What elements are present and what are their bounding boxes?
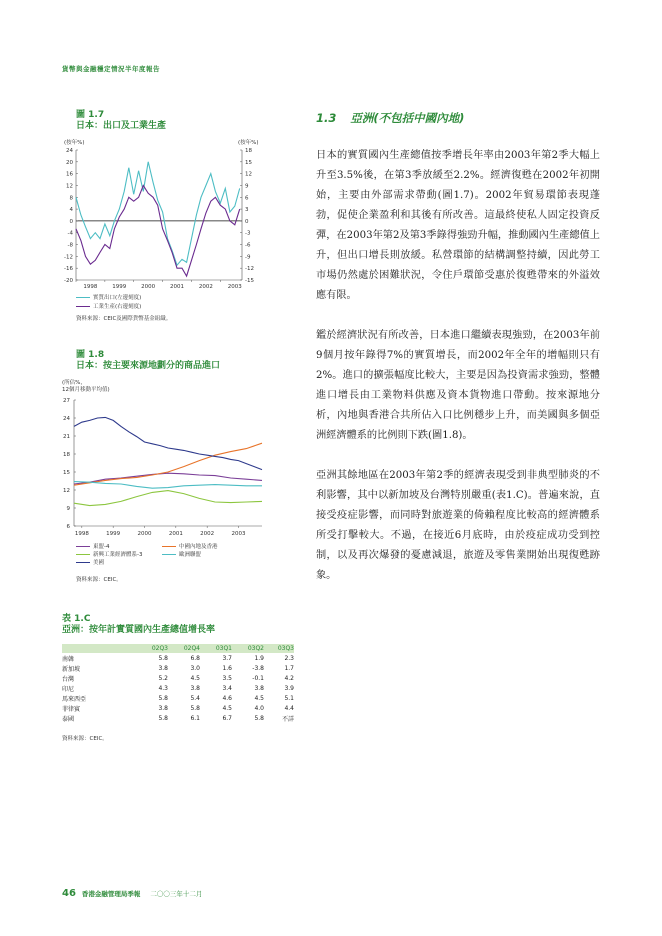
series-line-exports (76, 162, 240, 265)
table-row-label: 新加坡 (62, 665, 81, 673)
y-left-tick-label: 16 (66, 171, 73, 178)
table-cell: 3.5 (222, 674, 232, 682)
table-1c (62, 644, 294, 723)
y-tick-label: 18 (63, 452, 70, 458)
table-row-label: 泰國 (62, 715, 75, 723)
table-cell: 3.8 (254, 684, 264, 692)
legend-item-exports: 實質出口(左邊刻度) (76, 294, 141, 303)
table-cell: 3.7 (222, 654, 232, 662)
y-left-tick-label: 20 (66, 159, 73, 166)
x-tick-label: 1998 (74, 531, 89, 537)
x-tick-label: 1998 (83, 284, 98, 290)
y-tick-label: 6 (66, 524, 70, 530)
series-line-asean4 (74, 473, 262, 484)
table-column-header: 02Q4 (168, 644, 200, 653)
series-line-eu (74, 482, 262, 489)
table-column-header: 03Q1 (200, 644, 232, 653)
table-cell: 4.5 (190, 674, 200, 682)
table-cell: 5.8 (158, 654, 168, 662)
legend-item-production: 工業生產(右邊刻度) (76, 303, 141, 312)
y-right-tick-label: 6 (245, 195, 249, 202)
paragraph-3: 亞洲其餘地區在2003年第2季的經濟表現受到非典型肺炎的不利影響，其中以新加坡及台灣特別嚴重(表1.C)。普遍來說，直接受疫症影響，而同時對旅遊業的倚賴程度比較高的經濟體系所受打擊較大。不過，在接近6月底時，由於疫症成功受到控制，以及再次爆發的憂慮減退，旅遊及零售業開始出現復甦跡象。 (316, 470, 600, 581)
y-left-tick-label: 4 (69, 207, 73, 214)
section-title: 亞洲(不包括中國內地) (350, 111, 465, 125)
x-tick-label: 2002 (198, 284, 213, 290)
table-1c-container (62, 644, 294, 723)
series-line-nie3 (74, 491, 262, 506)
series-line-us (74, 417, 262, 469)
paragraph-2: 鑑於經濟狀況有所改善，日本進口繼續表現強勁，在2003年前9個月按年錄得7%的實質增長，而2002年全年的增幅則只有2%。進口的擴張幅度比較大，主要是因為投資需求強勁，整體進口增長由工業物料供應及資本貨物進口帶動。按來源地分析，內地與香港合共所佔入口比例穩步上升，而美國與多個亞洲經濟體系的比例則下跌(圖1.8)。 (316, 330, 600, 441)
figure-1-7-label: 圖 1.7 (76, 110, 105, 120)
table-1c-title: 亞洲：按年計實質國內生產總值增長率 (62, 625, 216, 635)
series-line-china-hk (74, 443, 262, 485)
table-cell: 不詳 (281, 715, 294, 723)
section-number: 1.3 (316, 111, 337, 125)
figure-1-7-chart (62, 136, 270, 296)
table-cell: 3.9 (284, 684, 294, 692)
figure-1-8-source: 資料來源：CEIC。 (76, 577, 122, 583)
y-right-tick-label: 15 (245, 159, 252, 166)
y-right-tick-label: -6 (245, 242, 251, 249)
x-tick-label: 2003 (227, 284, 242, 290)
table-cell: -3.8 (252, 664, 264, 672)
y-left-tick-label: -4 (67, 230, 73, 237)
y-right-tick-label: 0 (245, 218, 249, 225)
y-tick-label: 9 (66, 506, 70, 512)
y-right-tick-label: 3 (245, 207, 249, 214)
page-number: 46 (62, 888, 76, 899)
x-tick-label: 2001 (168, 531, 183, 537)
y-tick-label: 12 (63, 488, 70, 494)
table-1c-title-block (62, 614, 215, 636)
table-1c-source: 資料來源：CEIC。 (62, 736, 108, 742)
x-tick-label: 1999 (106, 531, 121, 537)
y-left-tick-label: 8 (69, 195, 73, 202)
table-row (62, 663, 294, 673)
y-unit-line1: (所佔%， (62, 380, 86, 386)
x-tick-label: 2000 (137, 531, 152, 537)
table-row-label: 菲律賓 (62, 705, 81, 713)
table-row-label: 馬來西亞 (62, 695, 87, 703)
x-tick-label: 2001 (170, 284, 185, 290)
y-left-tick-label: 24 (66, 148, 73, 154)
table-column-header: 03Q2 (232, 644, 264, 653)
table-cell: 5.8 (254, 714, 264, 722)
table-row-label: 印尼 (62, 685, 75, 693)
page-footer (62, 888, 202, 899)
table-cell: 5.8 (190, 704, 200, 712)
y-right-tick-label: -9 (245, 254, 251, 261)
figure-1-8-title-block (76, 350, 220, 372)
y-left-tick-label: -16 (64, 266, 73, 273)
table-cell: -0.1 (252, 674, 264, 682)
figure-1-7-title: 日本：出口及工業生產 (76, 121, 167, 131)
y-left-unit: (按年%) (64, 140, 85, 146)
table-cell: 5.8 (158, 714, 168, 722)
table-cell: 3.0 (190, 664, 200, 672)
table-cell: 3.8 (158, 664, 168, 672)
y-left-tick-label: 0 (69, 218, 73, 225)
legend-item-eu: 歐洲聯盟 (162, 551, 201, 559)
figure-1-8-title: 日本：按主要來源地劃分的商品進口 (76, 361, 221, 371)
table-cell: 6.7 (222, 714, 232, 722)
running-header: 貨幣與金融穩定情況半年度報告 (62, 65, 160, 73)
table-row (62, 653, 294, 663)
figure-1-8-label: 圖 1.8 (76, 350, 105, 360)
table-1c-label: 表 1.C (62, 614, 91, 624)
publication-date: 二〇〇三年十二月 (150, 890, 203, 898)
legend-item-asean4: 東盟-4 (76, 543, 162, 551)
table-cell: 4.6 (222, 694, 232, 702)
table-cell: 4.5 (222, 704, 232, 712)
table-cell: 4.4 (284, 704, 294, 712)
y-tick-label: 15 (63, 470, 70, 476)
table-row-label: 台灣 (62, 675, 75, 683)
table-cell: 4.5 (254, 694, 264, 702)
y-tick-label: 21 (63, 434, 70, 440)
x-tick-label: 1999 (112, 284, 127, 290)
table-cell: 4.0 (254, 704, 264, 712)
figure-1-8-chart (62, 378, 270, 538)
x-tick-label: 2002 (200, 531, 215, 537)
table-header-blank (62, 644, 128, 653)
y-left-tick-label: 12 (66, 183, 73, 190)
table-cell: 3.8 (190, 684, 200, 692)
table-row-label: 南韓 (62, 655, 75, 663)
y-left-tick-label: -20 (64, 278, 73, 284)
y-tick-label: 24 (63, 416, 70, 422)
x-tick-label: 2000 (141, 284, 156, 290)
table-cell: 6.1 (190, 714, 200, 722)
publication-name: 香港金融管理局季報 (81, 890, 141, 898)
table-row (62, 683, 294, 693)
y-unit-line2: 12個月移動平均值) (62, 387, 110, 393)
table-cell: 1.7 (284, 664, 294, 672)
table-cell: 5.8 (158, 694, 168, 702)
figure-1-7-title-block (76, 110, 166, 132)
table-cell: 1.6 (222, 664, 232, 672)
legend-item-us: 美國 (76, 559, 266, 567)
table-cell: 3.8 (158, 704, 168, 712)
table-column-header: 03Q3 (264, 644, 294, 653)
table-cell: 6.8 (190, 654, 200, 662)
figure-1-8-legend (76, 543, 266, 567)
legend-item-china-hk: 中國內地及香港 (162, 543, 218, 551)
y-left-tick-label: -8 (67, 242, 73, 249)
section-heading (316, 110, 464, 126)
y-right-tick-label: -15 (245, 278, 254, 284)
table-cell: 1.9 (254, 654, 264, 662)
table-row (62, 703, 294, 713)
table-cell: 4.2 (284, 674, 294, 682)
table-row (62, 713, 294, 723)
table-header-row (62, 644, 294, 653)
figure-1-7-legend (76, 294, 141, 312)
table-column-header: 02Q3 (128, 644, 168, 653)
figure-1-7-source: 資料來源：CEIC及國際貨幣基金組織。 (76, 316, 172, 322)
y-tick-label: 27 (63, 398, 70, 404)
y-right-tick-label: 9 (245, 183, 249, 190)
legend-item-nie3: 新興工業經濟體系-3 (76, 551, 162, 559)
y-right-tick-label: 12 (245, 171, 252, 178)
legend-swatch-exports (76, 297, 90, 298)
y-left-tick-label: -12 (64, 254, 73, 261)
x-tick-label: 2003 (231, 531, 246, 537)
table-row (62, 693, 294, 703)
y-right-unit: (按年%) (238, 140, 259, 146)
y-right-tick-label: 18 (245, 148, 252, 154)
paragraph-1: 日本的實質國內生產總值按季增長年率由2003年第2季大幅上升至3.5%後，在第3季放緩至2.2%。經濟復甦在2002年初開始，主要由外部需求帶動(圖1.7)。2002年貿易環節表現蓬勃，促使企業盈利和其後有所改善。這最終使私人固定投資反彈，在2003年第2及第3季錄得強勁升幅，推動國內生產總值上升，但出口增長則放緩。私營環節的結構調整持續，因此勞工市場仍然處於困難狀況，令住戶環節受惠於復甦帶來的外溢效應有限。 (316, 150, 600, 301)
table-cell: 3.4 (222, 684, 232, 692)
legend-swatch-production (76, 306, 90, 307)
table-cell: 5.4 (190, 694, 200, 702)
table-cell: 2.3 (284, 654, 294, 662)
table-cell: 5.1 (284, 694, 294, 702)
table-row (62, 673, 294, 683)
y-right-tick-label: -3 (245, 230, 251, 237)
y-right-tick-label: -12 (245, 266, 254, 273)
table-cell: 5.2 (158, 674, 168, 682)
table-cell: 4.3 (158, 684, 168, 692)
